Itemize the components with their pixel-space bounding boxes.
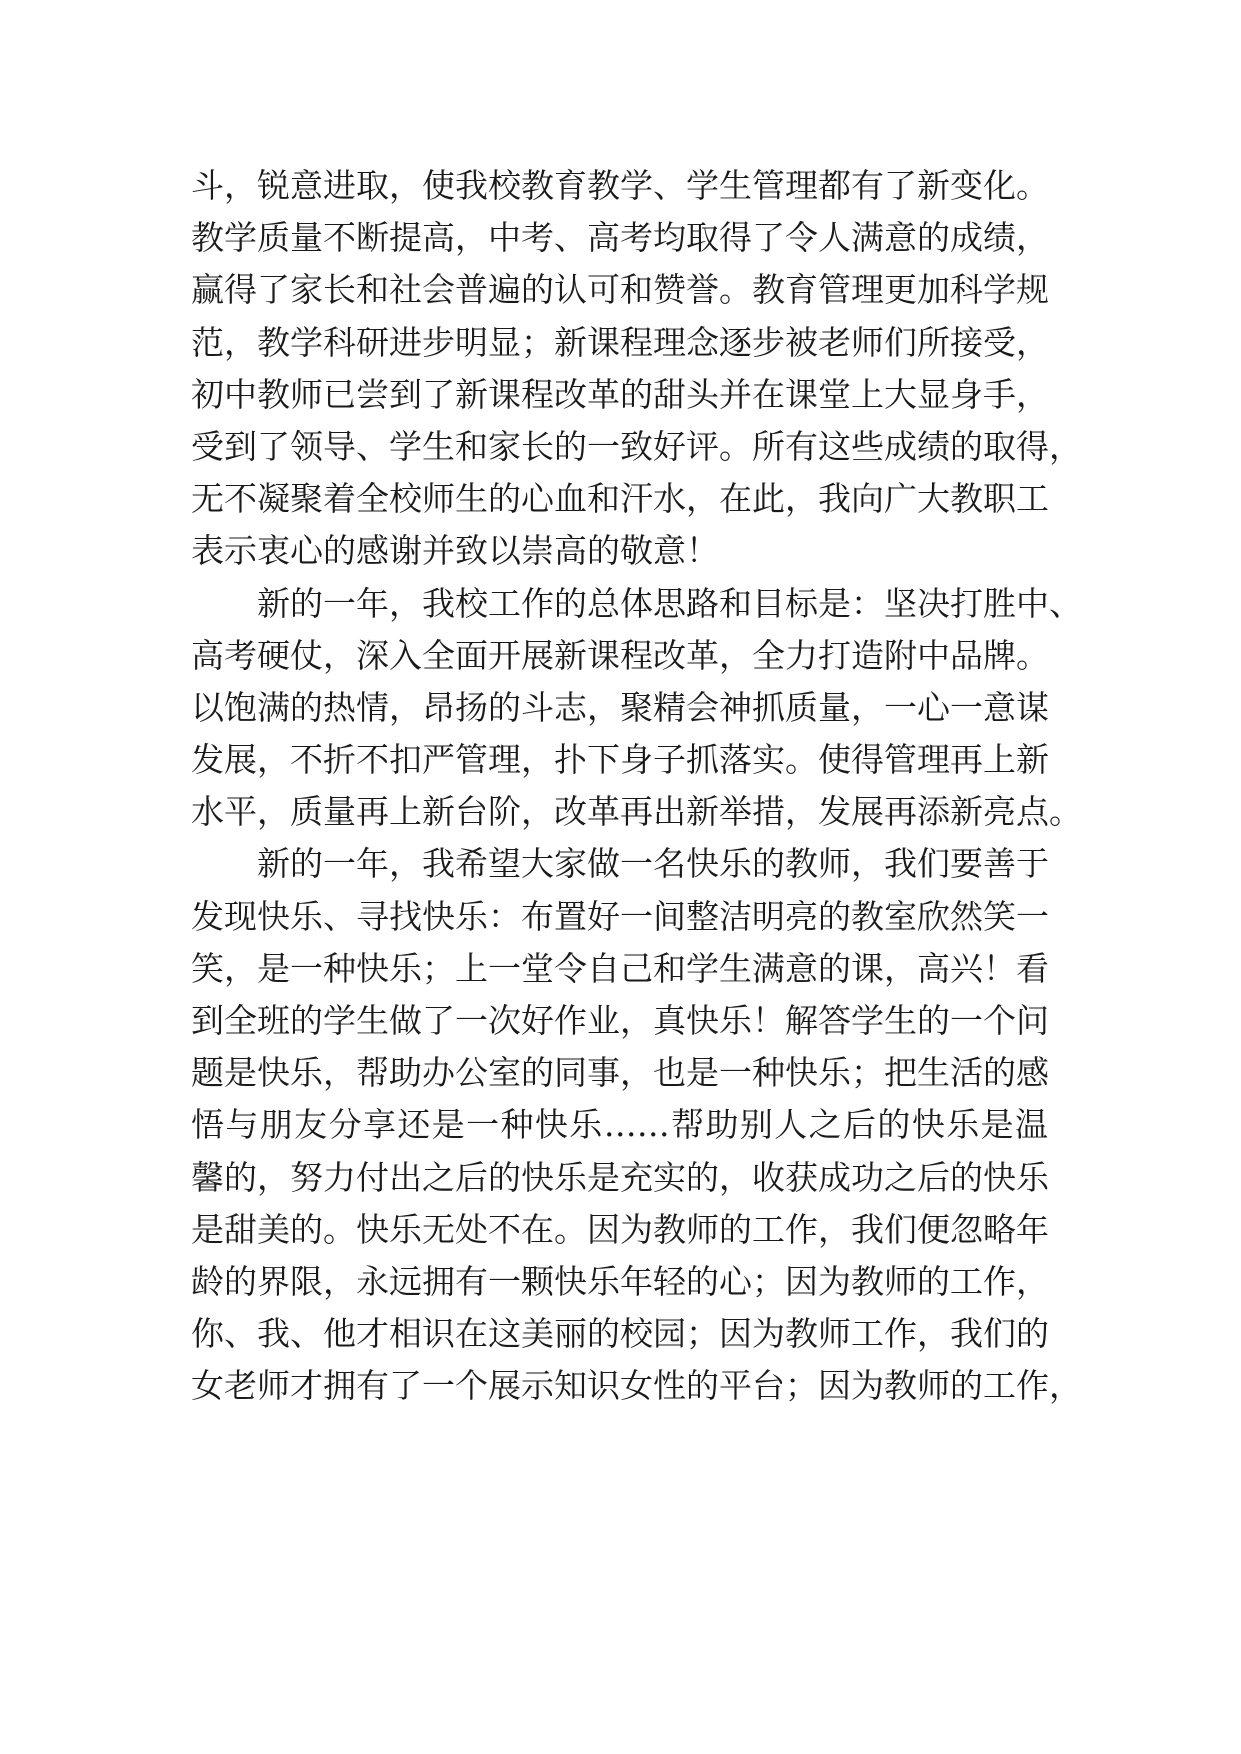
text-line: 发现快乐、寻找快乐：布置好一间整洁明亮的教室欣然笑一 [191, 896, 1049, 936]
text-line: 无不凝聚着全校师生的心血和汗水，在此，我向广大教职工 [191, 479, 1049, 519]
paragraph-start-line: 新的一年，我校工作的总体思路和目标是：坚决打胜中、 [257, 583, 1082, 623]
text-line: 发展，不折不扣严管理，扑下身子抓落实。使得管理再上新 [191, 740, 1049, 780]
text-line: 高考硬仗，深入全面开展新课程改革，全力打造附中品牌。 [191, 635, 1049, 675]
text-line: 你、我、他才相识在这美丽的校园；因为教师工作，我们的 [191, 1314, 1049, 1354]
text-line: 悟与朋友分享还是一种快乐……帮助别人之后的快乐是温 [191, 1105, 1048, 1145]
text-line: 教学质量不断提高，中考、高考均取得了令人满意的成绩， [191, 218, 1049, 258]
text-line: 龄的界限，永远拥有一颗快乐年轻的心；因为教师的工作， [191, 1261, 1049, 1301]
text-line: 斗，锐意进取，使我校教育教学、学生管理都有了新变化。 [191, 166, 1049, 205]
text-line: 以饱满的热情，昂扬的斗志，聚精会神抓质量，一心一意谋 [191, 687, 1049, 727]
text-line: 是甜美的。快乐无处不在。因为教师的工作，我们便忽略年 [191, 1209, 1049, 1249]
text-line: 馨的，努力付出之后的快乐是充实的，收获成功之后的快乐 [191, 1157, 1049, 1197]
text-line: 受到了领导、学生和家长的一致好评。所有这些成绩的取得， [191, 426, 1082, 466]
text-line: 范，教学科研进步明显；新课程理念逐步被老师们所接受， [191, 322, 1049, 362]
text-line: 题是快乐，帮助办公室的同事，也是一种快乐；把生活的感 [191, 1053, 1049, 1093]
paragraph-start-line: 新的一年，我希望大家做一名快乐的教师，我们要善于 [257, 844, 1049, 884]
text-line: 赢得了家长和社会普遍的认可和赞誉。教育管理更加科学规 [191, 270, 1049, 310]
text-line: 表示衷心的感谢并致以崇高的敬意！ [191, 531, 719, 571]
body-text [191, 160, 1082, 1413]
text-line: 初中教师已尝到了新课程改革的甜头并在课堂上大显身手， [191, 374, 1049, 414]
text-line: 女老师才拥有了一个展示知识女性的平台；因为教师的工作， [191, 1366, 1082, 1406]
text-line: 到全班的学生做了一次好作业，真快乐！解答学生的一个问 [191, 1001, 1049, 1040]
text-line: 水平，质量再上新台阶，改革再出新举措，发展再添新亮点。 [191, 792, 1082, 832]
text-line: 笑，是一种快乐；上一堂令自己和学生满意的课，高兴！看 [191, 948, 1049, 988]
